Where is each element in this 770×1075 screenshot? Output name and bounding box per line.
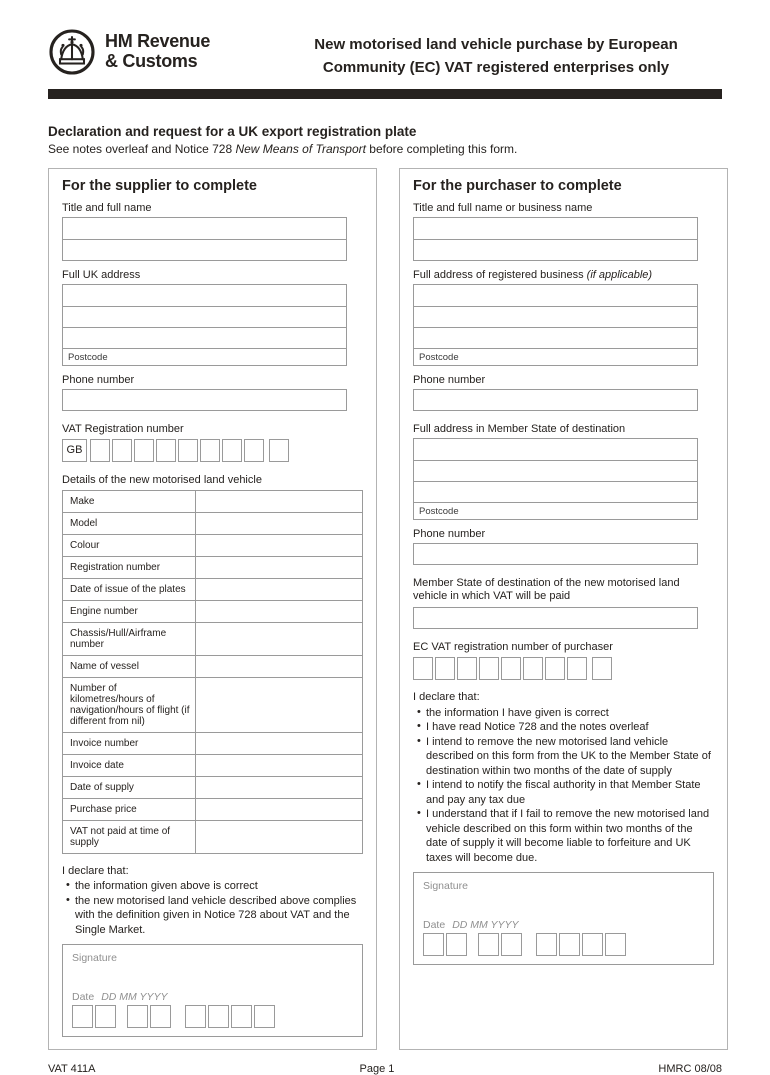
hmrc-logo [48,28,210,76]
vehicle-field-label: Invoice number [63,733,196,754]
dest-address-input-row[interactable] [414,481,697,502]
ec-vat-digit-cell[interactable] [413,657,433,680]
form-title-line1: New motorised land vehicle purchase by European [314,36,678,53]
vehicle-table-row [63,677,362,732]
footer-form-id: VAT 411A [48,1063,96,1075]
vehicle-field-input[interactable] [196,623,362,655]
vat-prefix-cell: GB [62,439,87,462]
purchaser-name-input-row[interactable] [414,218,697,239]
vehicle-table-row [63,798,362,820]
dest-address-label: Full address in Member State of destination [413,422,626,435]
declaration-bullet: • I intend to notify the fiscal authority in that Member State and pay any tax due [426,778,714,807]
vehicle-field-input[interactable] [196,755,362,776]
vehicle-field-label: VAT not paid at time of supply [63,821,196,853]
panel-purchaser [399,168,728,1051]
vat-digit-cell[interactable] [112,439,132,462]
ec-vat-cells [413,657,714,680]
vehicle-field-input[interactable] [196,513,362,534]
signature-label: Signature [72,952,117,965]
header [48,28,722,80]
vehicle-field-label: Model [63,513,196,534]
purchaser-declaration [413,690,714,865]
vat-digit-cell[interactable] [200,439,220,462]
purchaser-address-input-row[interactable] [414,327,697,348]
signature-label: Signature [423,880,468,893]
supplier-postcode-input[interactable] [63,348,346,365]
footer [48,1063,722,1075]
purchaser-address-input-row[interactable] [414,306,697,327]
intro-heading: Declaration and request for a UK export registration plate [48,123,417,139]
ec-vat-digit-cell[interactable] [457,657,477,680]
vat-digit-cell[interactable] [134,439,154,462]
vehicle-field-label: Engine number [63,601,196,622]
date-label: Date [72,991,95,1004]
purchaser-date-cells [423,933,704,956]
vehicle-field-label: Colour [63,535,196,556]
ec-vat-digit-cell[interactable] [501,657,521,680]
intro-note-after: before completing this form. [365,141,518,156]
date-day-cell[interactable] [95,1005,116,1028]
intro-section [48,124,722,156]
ec-vat-digit-cell[interactable] [435,657,455,680]
declaration-bullet: • I have read Notice 728 and the notes overleaf [426,720,714,735]
footer-page-number: Page 1 [359,1063,395,1075]
dest-address-box [413,438,698,520]
supplier-declaration-heading: I declare that: [62,864,129,877]
vat-digit-cell[interactable] [90,439,110,462]
date-day-cell[interactable] [423,933,444,956]
vehicle-table-row [63,556,362,578]
purchaser-phone-input[interactable] [413,389,698,411]
supplier-address-input-row[interactable] [63,327,346,348]
ec-vat-digit-cell[interactable] [523,657,543,680]
date-year-cell[interactable] [254,1005,275,1028]
vehicle-field-input[interactable] [196,777,362,798]
date-year-cell[interactable] [231,1005,252,1028]
date-label-line [423,919,704,931]
purchaser-phone2-label: Phone number [413,527,486,540]
date-year-cell[interactable] [559,933,580,956]
supplier-name-input-row[interactable] [63,218,346,239]
vehicle-details-heading: Details of the new motorised land vehicle [62,473,262,486]
purchaser-name-input-row[interactable] [414,239,697,260]
purchaser-signature-box[interactable] [413,872,714,965]
date-format-hint: DD MM YYYY [452,919,519,932]
date-month-cell[interactable] [501,933,522,956]
declaration-bullet: • the information I have given is correct [426,706,714,721]
vat-digit-cell[interactable] [178,439,198,462]
vehicle-field-label: Name of vessel [63,656,196,677]
date-year-cell[interactable] [582,933,603,956]
vehicle-field-input[interactable] [196,656,362,677]
purchaser-name-box [413,217,698,261]
supplier-signature-box[interactable] [62,944,363,1037]
date-label: Date [423,919,446,932]
logo-line2: & Customs [105,51,198,71]
vehicle-field-label: Make [63,491,196,512]
dest-address-input-row[interactable] [414,439,697,460]
vat-digit-cell[interactable] [222,439,242,462]
vehicle-field-label: Chassis/Hull/Airframe number [63,623,196,655]
panel-supplier [48,168,377,1051]
vehicle-field-label: Registration number [63,557,196,578]
purchaser-name-label: Title and full name or business name [413,201,593,214]
supplier-declaration [62,864,363,938]
intro-note-before: See notes overleaf and Notice 728 [48,141,236,156]
member-state-label: Member State of destination of the new motorised land vehicle in which VAT will be paid [413,576,680,603]
vehicle-table-row [63,732,362,754]
supplier-address-label: Full UK address [62,268,141,281]
date-day-cell[interactable] [72,1005,93,1028]
dest-address-input-row[interactable] [414,460,697,481]
supplier-heading: For the supplier to complete [62,177,257,194]
vehicle-details-table [62,490,363,854]
supplier-phone-label: Phone number [62,373,135,386]
vehicle-field-label: Date of issue of the plates [63,579,196,600]
dest-postcode-input[interactable] [414,502,697,519]
vehicle-field-input[interactable] [196,535,362,556]
vehicle-table-row [63,655,362,677]
declaration-bullet: • I understand that if I fail to remove the new motorised land vehicle described on this form within two months of the date of supply it will become liable to forfeiture and UK taxes will become due. [426,807,714,865]
vehicle-field-label: Number of kilometres/hours of navigation/hours of flight (if different from nil) [63,678,196,732]
panels [48,168,722,1051]
purchaser-declaration-heading: I declare that: [413,691,480,703]
declaration-bullet: • the new motorised land vehicle described above complies with the definition given in Notice 728 about VAT and the Single Market. [75,894,363,938]
purchaser-address-label-italic: (if applicable) [586,268,653,281]
vehicle-table-row [63,622,362,655]
purchaser-address-input-row[interactable] [414,285,697,306]
supplier-postcode-label: Postcode [68,351,108,363]
declaration-bullet: • the information given above is correct [75,879,363,894]
ec-vat-label: EC VAT registration number of purchaser [413,641,613,653]
dest-postcode-label: Postcode [419,505,459,517]
supplier-phone-input[interactable] [62,389,347,411]
vehicle-table-row [63,776,362,798]
supplier-name-label: Title and full name [62,201,152,214]
vehicle-table-row [63,534,362,556]
purchaser-heading: For the purchaser to complete [413,177,622,194]
intro-note [48,142,722,156]
vehicle-field-input[interactable] [196,579,362,600]
vehicle-table-row [63,578,362,600]
date-label-line [72,991,353,1003]
vat-digit-cell[interactable] [269,439,289,462]
supplier-address-box [62,284,347,366]
vat-digit-cell[interactable] [244,439,264,462]
declaration-bullet: • I intend to remove the new motorised land vehicle described on this form from the UK to the Member State of destination within two months of the date of supply [426,735,714,779]
vehicle-field-label: Purchase price [63,799,196,820]
date-month-cell[interactable] [127,1005,148,1028]
vehicle-table-row [63,600,362,622]
logo-text [105,32,210,72]
vehicle-field-input[interactable] [196,733,362,754]
date-year-cell[interactable] [208,1005,229,1028]
supplier-vat-label: VAT Registration number [62,422,184,435]
form-title-line2: Community (EC) VAT registered enterprises only [322,59,670,77]
intro-note-italic: New Means of Transport [235,141,366,156]
vehicle-table-row [63,512,362,534]
purchaser-phone-label: Phone number [413,373,486,386]
vehicle-field-input[interactable] [196,678,362,732]
member-state-input[interactable] [413,607,698,629]
logo-line1: HM Revenue [105,31,211,52]
vat-digit-cell[interactable] [156,439,176,462]
supplier-date-cells [72,1005,353,1028]
purchaser-address-box [413,284,698,366]
date-month-cell[interactable] [150,1005,171,1028]
footer-version: HMRC 08/08 [658,1063,722,1075]
vehicle-field-input[interactable] [196,491,362,512]
header-rule [48,89,722,99]
purchaser-postcode-label: Postcode [419,351,459,363]
vehicle-field-input[interactable] [196,601,362,622]
ec-vat-digit-cell[interactable] [567,657,587,680]
date-year-cell[interactable] [536,933,557,956]
date-year-cell[interactable] [185,1005,206,1028]
supplier-vat-cells [62,439,363,462]
purchaser-postcode-input[interactable] [414,348,697,365]
vehicle-field-input[interactable] [196,821,362,853]
vehicle-table-row [63,820,362,853]
ec-vat-digit-cell[interactable] [592,657,612,680]
vehicle-field-label: Invoice date [63,755,196,776]
supplier-declaration-list [62,879,363,937]
form-title [210,28,722,80]
vehicle-field-input[interactable] [196,799,362,820]
purchaser-phone2-input[interactable] [413,543,698,565]
ec-vat-digit-cell[interactable] [479,657,499,680]
vehicle-field-input[interactable] [196,557,362,578]
vehicle-field-label: Date of supply [63,777,196,798]
date-format-hint: DD MM YYYY [101,991,168,1004]
supplier-name-box [62,217,347,261]
purchaser-address-label-text: Full address of registered business [413,268,587,281]
ec-vat-digit-cell[interactable] [545,657,565,680]
supplier-name-input-row[interactable] [63,239,346,260]
purchaser-declaration-list [413,706,714,866]
supplier-address-input-row[interactable] [63,285,346,306]
date-month-cell[interactable] [478,933,499,956]
vehicle-table-row [63,754,362,776]
vehicle-table-row [63,491,362,512]
supplier-address-input-row[interactable] [63,306,346,327]
crown-icon [48,28,96,76]
purchaser-address-label [413,269,714,281]
date-year-cell[interactable] [605,933,626,956]
date-day-cell[interactable] [446,933,467,956]
